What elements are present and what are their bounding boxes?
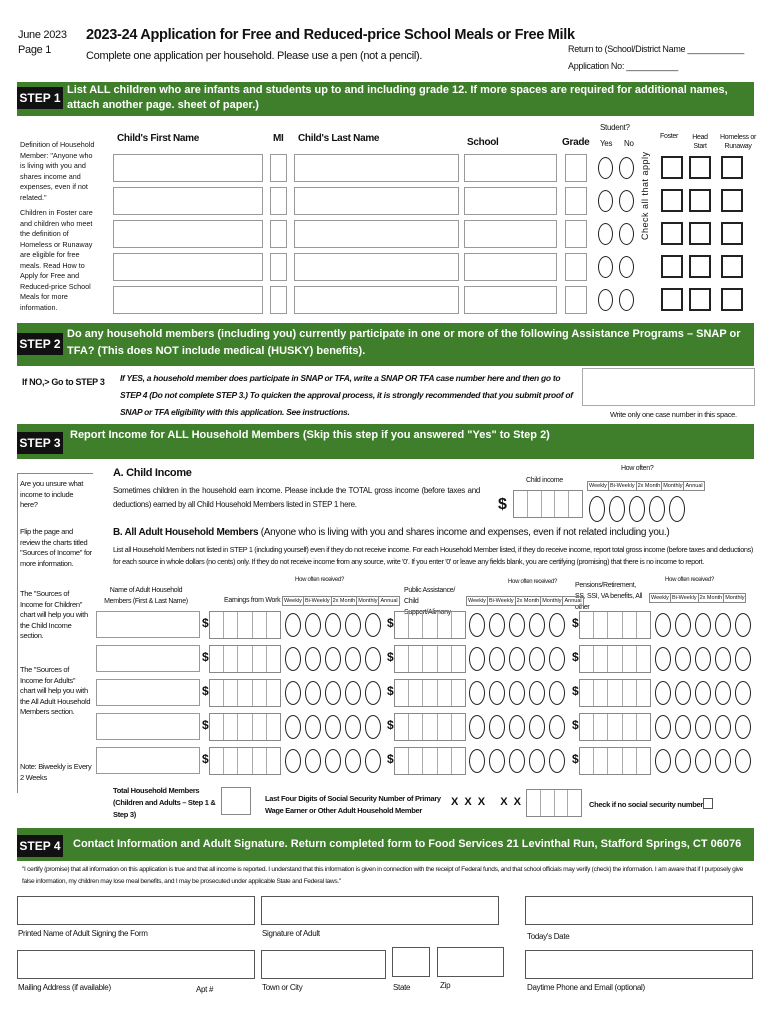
ssn-input[interactable] — [526, 789, 582, 817]
step1-instructions: List ALL children who are infants and students up to and including grade 12. If more spaces are required for additional names, attach another page. sheet of paper.) — [67, 84, 728, 111]
freq-monthly: Monthly — [663, 483, 683, 489]
public-freq-radio[interactable] — [489, 749, 505, 773]
public-freq-radio[interactable] — [549, 749, 565, 773]
total-members-label: Total Household Members (Children and Adults – Step 1 & Step 3) — [113, 786, 216, 819]
col-student: Student? — [600, 123, 630, 132]
check-all-vertical: Check all that apply — [640, 151, 650, 240]
homeless-checkbox[interactable] — [721, 189, 743, 212]
earnings-input[interactable] — [209, 747, 281, 775]
phone-email-input[interactable] — [525, 950, 753, 979]
e-freq-annual: Annual — [380, 598, 398, 604]
public-assist-input[interactable] — [394, 747, 466, 775]
public-freq-radio[interactable] — [549, 681, 565, 705]
pensions-dollar: $ — [572, 684, 579, 698]
col-mi: MI — [273, 133, 284, 144]
child-mi-input[interactable] — [270, 286, 287, 314]
earnings-dollar: $ — [202, 650, 209, 664]
public-freq-radio[interactable] — [549, 613, 565, 637]
public-dollar: $ — [387, 684, 394, 698]
freq-annual: Annual — [685, 483, 703, 489]
public-freq-radio[interactable] — [509, 613, 525, 637]
if-yes-instructions: If YES, a household member does participate in SNAP or TFA, write a SNAP OR TFA case number here and then go to STEP 4 (Do not complete STEP 3.) To quicken the approval process, it is strongly recommended that you submit proof of SNAP or TFA eligibility with this application. See instructions. — [120, 373, 573, 417]
public-freq-radio[interactable] — [529, 681, 545, 705]
public-freq-radio[interactable] — [489, 647, 505, 671]
homeless-checkbox[interactable] — [721, 156, 743, 179]
public-assist-input[interactable] — [394, 679, 466, 707]
pensions-freq-radio[interactable] — [695, 681, 711, 705]
student-no-radio[interactable] — [619, 190, 634, 212]
public-freq-radio[interactable] — [549, 647, 565, 671]
homeless-checkbox[interactable] — [721, 222, 743, 245]
child-last-name-input[interactable] — [294, 220, 459, 248]
s-freq-weekly: Weekly — [651, 595, 669, 601]
step2-question: Do any household members (including you) currently participate in one or more of the following Assistance Programs – SNAP or TFA? (This does NOT include medical (HUSKY) benefits). — [67, 328, 741, 357]
head-start-checkbox[interactable] — [689, 189, 711, 212]
foster-checkbox[interactable] — [661, 288, 683, 311]
child-school-input[interactable] — [464, 286, 557, 314]
student-yes-radio[interactable] — [598, 190, 613, 212]
child-freq-radio[interactable] — [629, 496, 645, 522]
pensions-dollar: $ — [572, 718, 579, 732]
earnings-freq-header — [282, 596, 400, 606]
public-freq-radio[interactable] — [529, 647, 545, 671]
case-number-note: Write only one case number in this space. — [610, 410, 737, 419]
earnings-freq-radio[interactable] — [325, 647, 341, 671]
earnings-freq-radio[interactable] — [305, 749, 321, 773]
earnings-freq-radio[interactable] — [325, 681, 341, 705]
freq-weekly: Weekly — [589, 483, 607, 489]
pensions-freq-radio[interactable] — [715, 749, 731, 773]
pensions-freq-radio[interactable] — [655, 613, 671, 637]
pensions-freq-radio[interactable] — [715, 613, 731, 637]
earnings-how-often: How often received? — [295, 577, 344, 583]
s-freq-biweekly: Bi-Weekly — [671, 595, 697, 601]
public-freq-radio[interactable] — [469, 681, 485, 705]
public-assist-input[interactable] — [394, 611, 466, 639]
mailing-label: Mailing Address (if available) — [18, 983, 111, 992]
earnings-col: Earnings from Work — [224, 597, 281, 604]
ssn-mask: X X X X X — [451, 796, 523, 808]
earnings-input[interactable] — [209, 713, 281, 741]
adult-members-text: List all Household Members not listed in STEP 1 (including yourself) even if they do not receive income. For each Household Member listed, if they do receive income, report total gross income (before taxes and deductions) for each source in whole dollars (no cents) only. If they do not receive income from any source, write '0'. If you enter '0' or leave any fields blank, you are certifying (promising) that there is no income to report. — [113, 545, 753, 566]
apt-label: Apt # — [196, 985, 214, 994]
child-first-name-input[interactable] — [113, 220, 263, 248]
pensions-dollar: $ — [572, 616, 579, 630]
pensions-freq-radio[interactable] — [655, 749, 671, 773]
step1-label: STEP 1 — [17, 87, 63, 109]
city-label: Town or City — [262, 983, 303, 992]
form-subtitle: Complete one application per household. Please use a pen (not a pencil). — [86, 50, 423, 62]
p-freq-2x: 2x Month — [516, 598, 540, 604]
public-freq-radio[interactable] — [549, 715, 565, 739]
foster-checkbox[interactable] — [661, 255, 683, 278]
public-assist-col: Public Assistance/ Child Support/Alimony — [404, 587, 456, 616]
child-first-name-input[interactable] — [113, 253, 263, 281]
earnings-freq-radio[interactable] — [285, 749, 301, 773]
public-freq-radio[interactable] — [509, 715, 525, 739]
adult-members-title — [113, 527, 669, 538]
child-grade-input[interactable] — [565, 253, 587, 281]
earnings-input[interactable] — [209, 611, 281, 639]
public-assist-input[interactable] — [394, 713, 466, 741]
col-school: School — [467, 137, 499, 148]
head-start-checkbox[interactable] — [689, 255, 711, 278]
child-mi-input[interactable] — [270, 187, 287, 215]
pensions-freq-radio[interactable] — [675, 613, 691, 637]
step4-label: STEP 4 — [17, 835, 63, 857]
pensions-freq-radio[interactable] — [675, 681, 691, 705]
student-no-radio[interactable] — [619, 223, 634, 245]
child-freq-radio[interactable] — [649, 496, 665, 522]
student-yes-radio[interactable] — [598, 157, 613, 179]
if-no-go-step3: If NO,> Go to STEP 3 — [22, 377, 105, 387]
earnings-input[interactable] — [209, 645, 281, 673]
public-freq-radio[interactable] — [469, 613, 485, 637]
p-freq-weekly: Weekly — [468, 598, 486, 604]
earnings-freq-radio[interactable] — [285, 647, 301, 671]
earnings-freq-radio[interactable] — [345, 749, 361, 773]
e-freq-weekly: Weekly — [284, 598, 302, 604]
pensions-input[interactable] — [579, 645, 651, 673]
earnings-freq-radio[interactable] — [365, 613, 381, 637]
pensions-freq-radio[interactable] — [735, 749, 751, 773]
p-freq-biweekly: Bi-Weekly — [488, 598, 514, 604]
student-yes-radio[interactable] — [598, 289, 613, 311]
earnings-freq-radio[interactable] — [345, 647, 361, 671]
freq-biweekly: Bi-Weekly — [609, 483, 635, 489]
adult-name-input[interactable] — [96, 679, 200, 706]
earnings-freq-radio[interactable] — [345, 715, 361, 739]
earnings-dollar: $ — [202, 718, 209, 732]
no-ssn-label: Check if no social security number — [589, 800, 704, 809]
head-start-checkbox[interactable] — [689, 156, 711, 179]
child-school-input[interactable] — [464, 187, 557, 215]
pensions-freq-radio[interactable] — [715, 715, 731, 739]
earnings-dollar: $ — [202, 752, 209, 766]
child-mi-input[interactable] — [270, 154, 287, 182]
col-last-name: Child's Last Name — [298, 133, 380, 144]
earnings-freq-radio[interactable] — [325, 749, 341, 773]
child-school-input[interactable] — [464, 220, 557, 248]
printed-name-label: Printed Name of Adult Signing the Form — [18, 929, 148, 938]
earnings-dollar: $ — [202, 616, 209, 630]
child-school-input[interactable] — [464, 253, 557, 281]
child-school-input[interactable] — [464, 154, 557, 182]
pensions-freq-radio[interactable] — [695, 715, 711, 739]
e-freq-monthly: Monthly — [358, 598, 378, 604]
child-first-name-input[interactable] — [113, 286, 263, 314]
public-dollar: $ — [387, 616, 394, 630]
return-to: Return to (School/District Name ____________ — [568, 44, 744, 54]
total-members-input[interactable] — [221, 787, 251, 815]
pensions-freq-radio[interactable] — [735, 715, 751, 739]
s-freq-monthly: Monthly — [725, 595, 745, 601]
child-freq-radio[interactable] — [609, 496, 625, 522]
public-freq-header — [466, 596, 584, 606]
pensions-freq-radio[interactable] — [675, 647, 691, 671]
public-freq-radio[interactable] — [489, 681, 505, 705]
p-freq-monthly: Monthly — [542, 598, 562, 604]
s-freq-2x: 2x Month — [699, 595, 723, 601]
child-grade-input[interactable] — [565, 187, 587, 215]
child-mi-input[interactable] — [270, 253, 287, 281]
p-freq-annual: Annual — [564, 598, 582, 604]
col-no: No — [624, 139, 634, 148]
date-input[interactable] — [525, 896, 753, 925]
public-how-often: How often received? — [508, 579, 557, 585]
child-freq-radio[interactable] — [669, 496, 685, 522]
form-title: 2023-24 Application for Free and Reduced-price School Meals or Free Milk — [86, 27, 575, 43]
pensions-freq-radio[interactable] — [675, 749, 691, 773]
public-freq-radio[interactable] — [469, 715, 485, 739]
adult-title-bold: B. All Adult Household Members — [113, 527, 259, 538]
col-foster: Foster — [660, 133, 679, 140]
signature-input[interactable] — [261, 896, 499, 925]
pensions-freq-radio[interactable] — [695, 647, 711, 671]
pensions-dollar: $ — [572, 752, 579, 766]
public-dollar: $ — [387, 752, 394, 766]
adult-title-rest: (Anyone who is living with you and shares income and expenses, even if not related including you.) — [260, 527, 670, 538]
public-assist-input[interactable] — [394, 645, 466, 673]
public-freq-radio[interactable] — [509, 681, 525, 705]
mailing-address-input[interactable] — [17, 950, 255, 979]
earnings-freq-radio[interactable] — [285, 715, 301, 739]
adult-name-input[interactable] — [96, 713, 200, 740]
col-grade: Grade — [562, 137, 590, 148]
earnings-freq-radio[interactable] — [325, 715, 341, 739]
foster-checkbox[interactable] — [661, 189, 683, 212]
freq-2x-month: 2x Month — [637, 483, 661, 489]
student-no-radio[interactable] — [619, 289, 634, 311]
public-freq-radio[interactable] — [489, 613, 505, 637]
homeless-checkbox[interactable] — [721, 255, 743, 278]
foster-note: Children in Foster care and children who meet the definition of Homeless or Runaway are eligible for free meals. Read How to Apply for Free and Reduced-price School Meals for more information. — [20, 208, 93, 312]
no-ssn-checkbox[interactable] — [703, 798, 713, 809]
pensions-dollar: $ — [572, 650, 579, 664]
zip-input[interactable] — [437, 947, 504, 977]
col-head-start: Head Start — [692, 134, 708, 150]
step2-label: STEP 2 — [17, 333, 63, 355]
student-no-radio[interactable] — [619, 256, 634, 278]
pensions-freq-radio[interactable] — [715, 681, 731, 705]
child-freq-radio[interactable] — [589, 496, 605, 522]
case-number-input[interactable] — [582, 368, 755, 406]
form-date: June 2023 — [18, 29, 67, 41]
pensions-how-often: How often received? — [665, 577, 714, 583]
child-grade-input[interactable] — [565, 286, 587, 314]
foster-checkbox[interactable] — [661, 222, 683, 245]
child-last-name-input[interactable] — [294, 253, 459, 281]
step3-title: Report Income for ALL Household Members (Skip this step if you answered "Yes" to Step 2) — [70, 429, 550, 441]
pensions-freq-radio[interactable] — [655, 647, 671, 671]
earnings-input[interactable] — [209, 679, 281, 707]
col-yes: Yes — [600, 139, 613, 148]
pensions-freq-radio[interactable] — [735, 647, 751, 671]
earnings-freq-radio[interactable] — [365, 749, 381, 773]
student-yes-radio[interactable] — [598, 223, 613, 245]
earnings-freq-radio[interactable] — [365, 647, 381, 671]
adult-name-input[interactable] — [96, 747, 200, 774]
head-start-checkbox[interactable] — [689, 288, 711, 311]
ssn-label: Last Four Digits of Social Security Number of Primary Wage Earner or Other Adult Household Member — [265, 794, 441, 815]
certify-text: "I certify (promise) that all information on this application is true and that all income is reported. I understand that this information is given in connection with the receipt of Federal funds, and that school officials may verify (check) the information. I am aware that if I purposely give false information, my children may lose meal benefits, and I may be prosecuted under applicable State and Federal laws." — [22, 866, 743, 885]
printed-name-input[interactable] — [17, 896, 255, 925]
child-income-text: Sometimes children in the household earn income. Please include the TOTAL gross income (before taxes and deductions) earned by all Child Household Members listed in STEP 1 here. — [113, 486, 480, 509]
child-first-name-input[interactable] — [113, 154, 263, 182]
child-how-often: How often? — [621, 465, 654, 472]
earnings-freq-radio[interactable] — [305, 647, 321, 671]
form-page: Page 1 — [18, 44, 52, 56]
student-no-radio[interactable] — [619, 157, 634, 179]
foster-checkbox[interactable] — [661, 156, 683, 179]
public-freq-radio[interactable] — [529, 613, 545, 637]
homeless-checkbox[interactable] — [721, 288, 743, 311]
step4-title: Contact Information and Adult Signature. Return completed form to Food Services 21 Levinthal Run, Stafford Springs, CT 06076 — [73, 838, 742, 850]
public-dollar: $ — [387, 650, 394, 664]
pensions-input[interactable] — [579, 713, 651, 741]
adult-name-input[interactable] — [96, 645, 200, 672]
student-yes-radio[interactable] — [598, 256, 613, 278]
public-freq-radio[interactable] — [529, 715, 545, 739]
public-dollar: $ — [387, 718, 394, 732]
pensions-freq-radio[interactable] — [655, 715, 671, 739]
income-flip: Flip the page and review the charts titled "Sources of Income" for more information. — [20, 527, 92, 568]
pensions-freq-radio[interactable] — [695, 749, 711, 773]
pensions-input[interactable] — [579, 611, 651, 639]
earnings-dollar: $ — [202, 684, 209, 698]
city-input[interactable] — [261, 950, 386, 979]
earnings-freq-radio[interactable] — [365, 715, 381, 739]
child-freq-header — [587, 481, 705, 491]
application-no: Application No: ___________ — [568, 61, 678, 71]
earnings-freq-radio[interactable] — [305, 681, 321, 705]
e-freq-biweekly: Bi-Weekly — [304, 598, 330, 604]
pensions-freq-radio[interactable] — [735, 613, 751, 637]
income-children-chart: The "Sources of Income for Children" chart will help you with the Child Income section. — [20, 589, 88, 640]
pensions-freq-radio[interactable] — [695, 613, 711, 637]
signature-label: Signature of Adult — [262, 929, 320, 938]
pensions-freq-radio[interactable] — [655, 681, 671, 705]
income-adults-chart: The "Sources of Income for Adults" chart will help you with the All Adult Household Members section. — [20, 665, 91, 716]
earnings-freq-radio[interactable] — [285, 681, 301, 705]
public-freq-radio[interactable] — [469, 749, 485, 773]
state-label: State — [393, 983, 411, 992]
child-income-input[interactable] — [513, 490, 583, 518]
earnings-freq-radio[interactable] — [365, 681, 381, 705]
pensions-freq-radio[interactable] — [715, 647, 731, 671]
child-income-label: Child income — [526, 477, 563, 484]
pensions-input[interactable] — [579, 747, 651, 775]
earnings-freq-radio[interactable] — [285, 613, 301, 637]
state-input[interactable] — [392, 947, 430, 977]
phone-label: Daytime Phone and Email (optional) — [527, 983, 645, 992]
public-freq-radio[interactable] — [509, 647, 525, 671]
adult-name-input[interactable] — [96, 611, 200, 638]
pensions-freq-header — [649, 593, 746, 603]
date-label: Today's Date — [527, 932, 570, 941]
adult-name-col: Name of Adult Household Members (First & Last Name) — [104, 587, 188, 605]
e-freq-2x: 2x Month — [332, 598, 356, 604]
pensions-col: Pensions/Retirement, SS, SSI, VA benefits, All other — [575, 582, 643, 611]
child-last-name-input[interactable] — [294, 154, 459, 182]
earnings-freq-radio[interactable] — [345, 613, 361, 637]
earnings-freq-radio[interactable] — [345, 681, 361, 705]
col-first-name: Child's First Name — [117, 133, 199, 144]
step3-label: STEP 3 — [17, 432, 63, 454]
child-mi-input[interactable] — [270, 220, 287, 248]
public-freq-radio[interactable] — [489, 715, 505, 739]
public-freq-radio[interactable] — [529, 749, 545, 773]
public-freq-radio[interactable] — [469, 647, 485, 671]
zip-label: Zip — [440, 981, 451, 990]
public-freq-radio[interactable] — [509, 749, 525, 773]
child-first-name-input[interactable] — [113, 187, 263, 215]
child-grade-input[interactable] — [565, 220, 587, 248]
pensions-input[interactable] — [579, 679, 651, 707]
earnings-freq-radio[interactable] — [305, 715, 321, 739]
pensions-freq-radio[interactable] — [735, 681, 751, 705]
household-definition: Definition of Household Member: "Anyone who is living with you and shares income and expenses, even if not related." — [20, 140, 95, 202]
head-start-checkbox[interactable] — [689, 222, 711, 245]
child-income-title: A. Child Income — [113, 467, 192, 479]
income-unsure: Are you unsure what income to include here? — [20, 479, 84, 509]
earnings-freq-radio[interactable] — [305, 613, 321, 637]
child-dollar-sign: $ — [498, 496, 507, 513]
col-homeless: Homeless or Runaway — [720, 134, 756, 150]
child-last-name-input[interactable] — [294, 286, 459, 314]
earnings-freq-radio[interactable] — [325, 613, 341, 637]
child-last-name-input[interactable] — [294, 187, 459, 215]
pensions-freq-radio[interactable] — [675, 715, 691, 739]
child-grade-input[interactable] — [565, 154, 587, 182]
biweekly-note: Note: Biweekly is Every 2 Weeks — [20, 762, 92, 782]
